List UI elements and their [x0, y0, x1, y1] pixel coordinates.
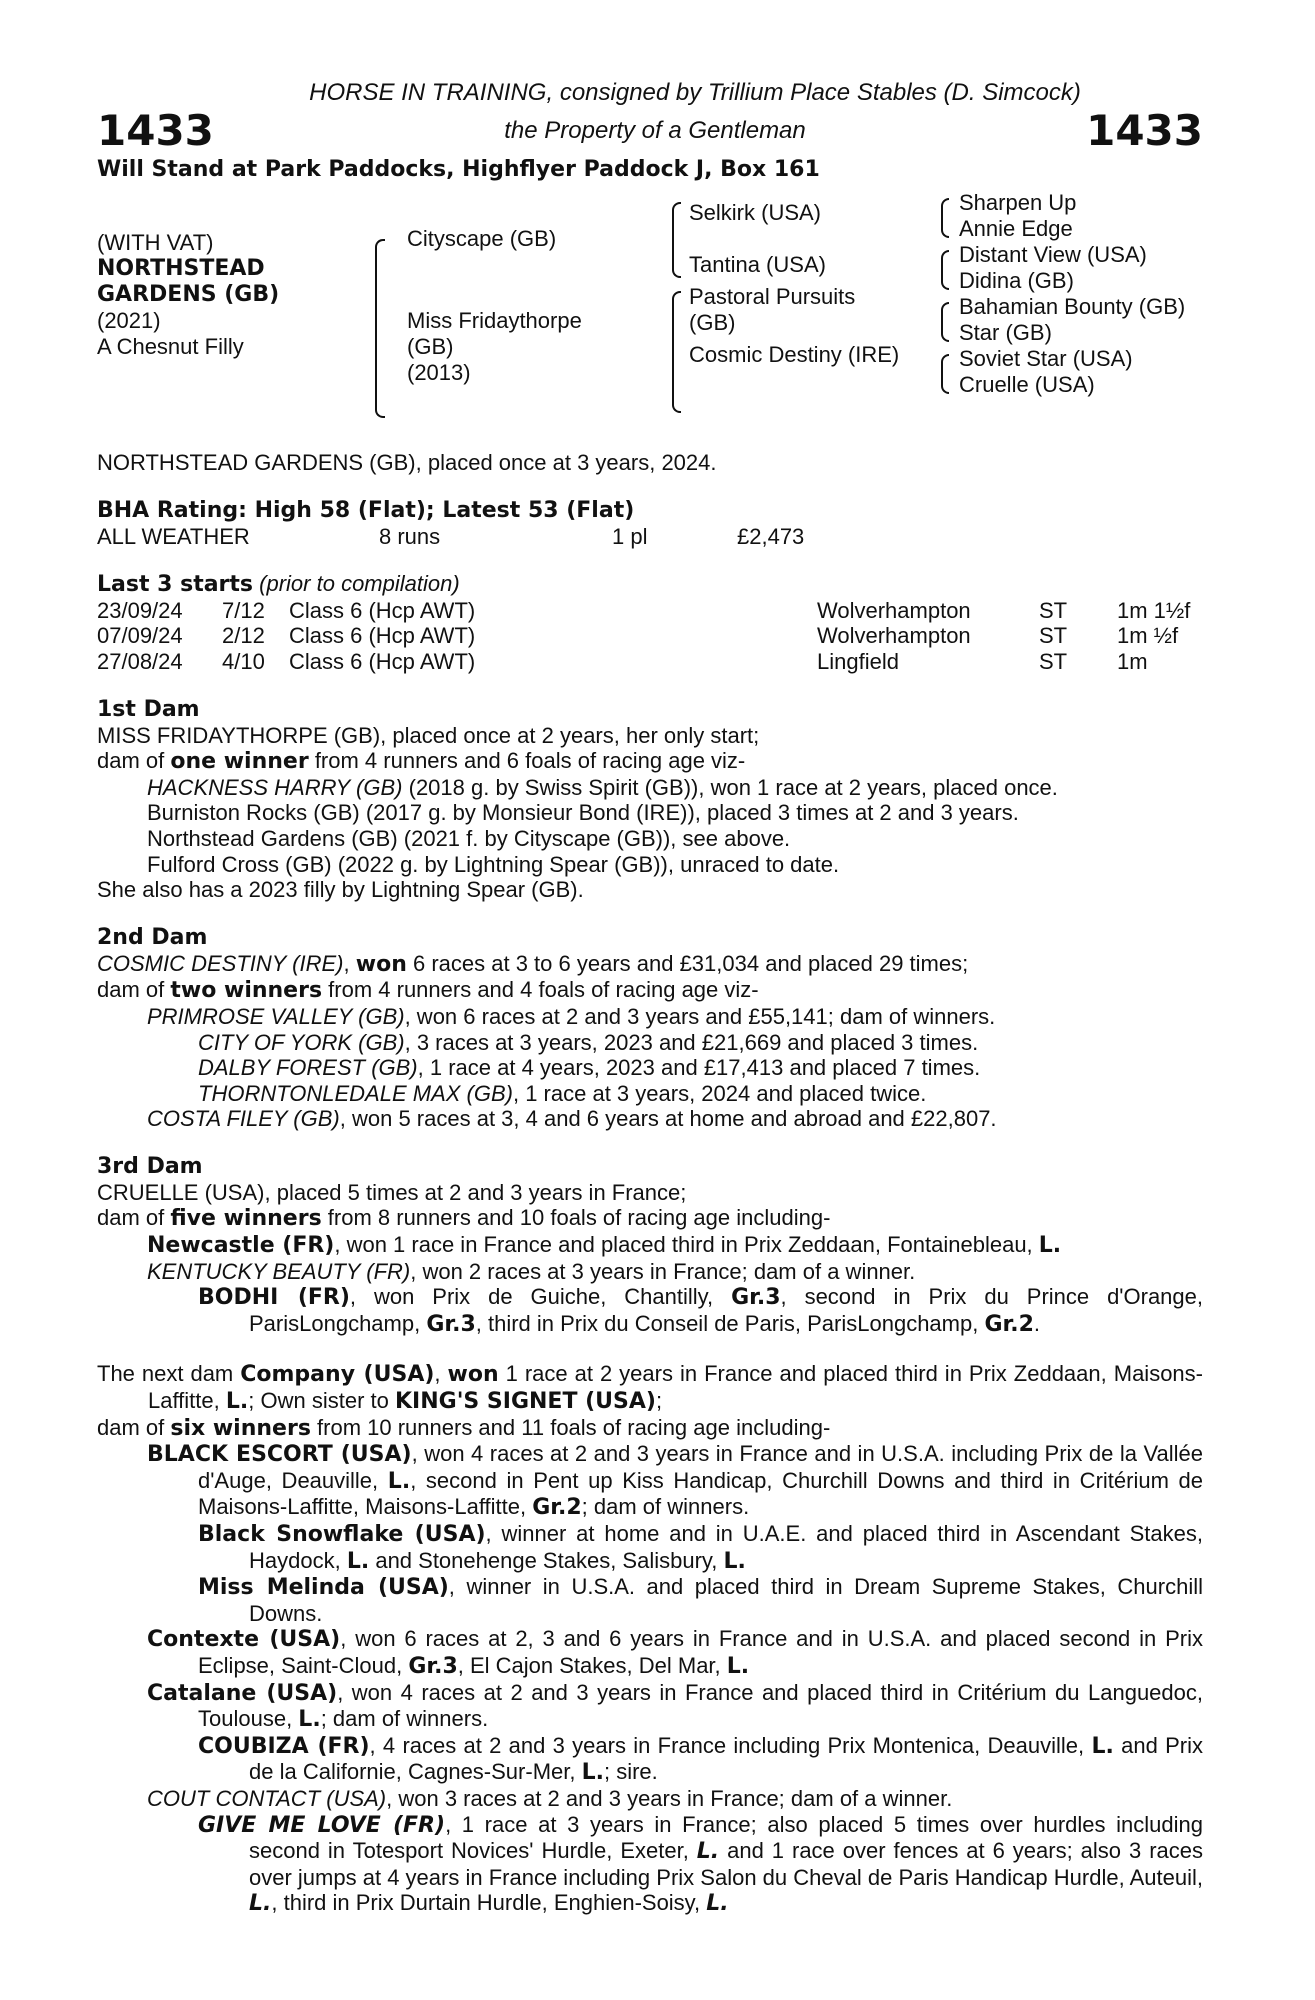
dam-line2: (GB)	[407, 334, 454, 359]
second-dam-heading: 2nd Dam	[97, 924, 208, 950]
sire-dam: Tantina (USA)	[689, 252, 826, 277]
horse-description: A Chesnut Filly	[97, 334, 244, 359]
dam-dam: Cosmic Destiny (IRE)	[689, 342, 900, 367]
gg-1: Sharpen Up	[959, 190, 1077, 215]
third-dam-produce: dam of five winners from 8 runners and 10 foals of racing age including-	[97, 1205, 831, 1232]
dam-line1: Miss Fridaythorpe	[407, 308, 582, 333]
gg-2: Annie Edge	[959, 216, 1073, 241]
foaling-year: (2021)	[97, 308, 161, 333]
brace-sire	[672, 202, 681, 278]
offspring-line: Contexte (USA), won 6 races at 2, 3 and 6 years in France and in U.S.A. and placed second in Prix Eclipse, Saint-Cloud, Gr.3, El Cajon Stakes, Del Mar, L.	[147, 1626, 1203, 1679]
gg-5: Bahamian Bounty (GB)	[959, 294, 1186, 319]
dam-sire-line1: Pastoral Pursuits	[689, 284, 856, 309]
brace-generation-1	[375, 239, 385, 418]
grand-offspring-line: THORNTONLEDALE MAX (GB), 1 race at 3 years, 2024 and placed twice.	[198, 1080, 927, 1106]
offspring-line: Catalane (USA), won 4 races at 2 and 3 years in France and placed third in Critérium du Languedoc, Toulouse, L.; dam of winners.	[147, 1679, 1203, 1733]
catalogue-page	[97, 78, 1203, 1917]
grand-offspring-line: COUBIZA (FR), 4 races at 2 and 3 years in France including Prix Montenica, Deauville, L. and Prix de la Californie, Cagnes-Sur-Mer, L.; sire.	[198, 1732, 1203, 1786]
bha-rating: BHA Rating: High 58 (Flat); Latest 53 (Flat)	[97, 497, 635, 523]
horse-name-line2: GARDENS (GB)	[97, 282, 280, 307]
first-dam-heading: 1st Dam	[97, 696, 200, 722]
grand-offspring-line: Black Snowflake (USA), winner at home and in U.A.E. and placed third in Ascendant Stakes, Haydock, L. and Stonehenge Stakes, Salisbury, L.	[198, 1521, 1203, 1574]
gg-6: Star (GB)	[959, 320, 1052, 345]
second-dam-produce: dam of two winners from 4 runners and 4 foals of racing age viz-	[97, 977, 759, 1004]
offspring-line: COSTA FILEY (GB), won 5 races at 3, 4 and 6 years at home and abroad and £22,807.	[147, 1106, 997, 1132]
first-dam-line: MISS FRIDAYTHORPE (GB), placed once at 2 years, her only start;	[97, 722, 760, 748]
first-dam-produce: dam of one winner from 4 runners and 6 foals of racing age viz-	[97, 748, 746, 775]
dam-sire-line2: (GB)	[689, 310, 736, 335]
offspring-line: Newcastle (FR), won 1 race in France and placed third in Prix Zeddaan, Fontainebleau, L.	[147, 1232, 1062, 1259]
grand-offspring-line: BODHI (FR), won Prix de Guiche, Chantilly, Gr.3, second in Prix du Prince d'Orange, ParisLongchamp, Gr.3, third in Prix du Conseil de Paris, ParisLongchamp, Gr.2.	[198, 1284, 1204, 1337]
placings: 1 pl	[612, 523, 648, 549]
race-summary: NORTHSTEAD GARDENS (GB), placed once at 3 years, 2024.	[97, 450, 717, 475]
sire: Cityscape (GB)	[407, 226, 557, 251]
third-dam-heading: 3rd Dam	[97, 1153, 203, 1179]
brace-g1	[941, 198, 949, 238]
dam-year: (2013)	[407, 360, 471, 385]
brace-g2	[941, 250, 949, 290]
lot-number-left: 1433	[97, 106, 214, 155]
grand-offspring-line: GIVE ME LOVE (FR), 1 race at 3 years in France; also placed 5 times over hurdles including second in Totesport Novices' Hurdle, Exeter, L. and 1 race over fences at 6 years; also 3 races over jumps at 4 years in France including Prix Salon du Cheval de Paris Handicap Hurdle, Auteuil, L., third in Prix Durtain Hurdle, Enghien-Soisy, L.	[198, 1811, 1203, 1917]
property-line: the Property of a Gentleman	[504, 117, 806, 144]
grand-offspring-line: CITY OF YORK (GB), 3 races at 3 years, 2023 and £21,669 and placed 3 times.	[198, 1029, 979, 1055]
offspring-line: Burniston Rocks (GB) (2017 g. by Monsieur Bond (IRE)), placed 3 times at 2 and 3 years.	[147, 800, 1019, 826]
offspring-line: KENTUCKY BEAUTY (FR), won 2 races at 3 years in France; dam of a winner.	[147, 1258, 916, 1284]
first-dam-note: She also has a 2023 filly by Lightning Spear (GB).	[97, 877, 584, 903]
gg-8: Cruelle (USA)	[959, 372, 1095, 397]
pedigree-table	[97, 184, 1203, 446]
consignment-line: HORSE IN TRAINING, consigned by Trillium Place Stables (D. Simcock)	[309, 79, 1081, 106]
surface: ALL WEATHER	[97, 523, 250, 549]
runs: 8 runs	[379, 523, 441, 549]
offspring-line: HACKNESS HARRY (GB) (2018 g. by Swiss Spirit (GB)), won 1 race at 2 years, placed once.	[147, 774, 1058, 800]
offspring-line: BLACK ESCORT (USA), won 4 races at 2 and 3 years in France and in U.S.A. including Prix de la Vallée d'Auge, Deauville, L., second in Pent up Kiss Handicap, Churchill Downs and third in Critérium de Maisons-Laffitte, Maisons-Laffitte, Gr.2; dam of winners.	[147, 1441, 1204, 1521]
sire-sire: Selkirk (USA)	[689, 200, 822, 225]
brace-g3	[941, 302, 949, 342]
gg-4: Didina (GB)	[959, 268, 1074, 293]
vat-label: (WITH VAT)	[97, 230, 214, 255]
grand-offspring-line: Miss Melinda (USA), winner in U.S.A. and placed third in Dream Supreme Stakes, Churchill Downs.	[198, 1574, 1204, 1626]
horse-name-line1: NORTHSTEAD	[97, 256, 265, 281]
third-dam-line: CRUELLE (USA), placed 5 times at 2 and 3 years in France;	[97, 1179, 687, 1205]
last-starts-table	[97, 598, 1203, 675]
offspring-line: Northstead Gardens (GB) (2021 f. by Cityscape (GB)), see above.	[147, 825, 791, 851]
start-row: 27/08/24 4/10 Class 6 (Hcp AWT) Lingfield ST 1m	[97, 648, 1148, 674]
next-dam-produce: dam of six winners from 10 runners and 11 foals of racing age including-	[97, 1414, 831, 1441]
second-dam-line: COSMIC DESTINY (IRE), won 6 races at 3 to 6 years and £31,034 and placed 29 times;	[97, 950, 969, 977]
earnings: £2,473	[737, 523, 805, 549]
brace-g4	[941, 354, 949, 394]
offspring-line: PRIMROSE VALLEY (GB), won 6 races at 2 and 3 years and £55,141; dam of winners.	[147, 1003, 996, 1029]
last-starts-heading: Last 3 starts (prior to compilation)	[97, 571, 460, 598]
gg-3: Distant View (USA)	[959, 242, 1147, 267]
offspring-line: COUT CONTACT (USA), won 3 races at 2 and 3 years in France; dam of a winner.	[147, 1785, 953, 1811]
start-row: 23/09/24 7/12 Class 6 (Hcp AWT) Wolverhampton ST 1m 1½f	[97, 597, 1191, 623]
gg-7: Soviet Star (USA)	[959, 346, 1133, 371]
lot-number-right: 1433	[1086, 106, 1203, 155]
lot-header	[97, 108, 1203, 154]
stand-location: Will Stand at Park Paddocks, Highflyer Paddock J, Box 161	[97, 157, 820, 182]
start-row: 07/09/24 2/12 Class 6 (Hcp AWT) Wolverhampton ST 1m ½f	[97, 623, 1179, 649]
brace-dam	[672, 291, 681, 413]
next-dam-line: The next dam Company (USA), won 1 race at 2 years in France and placed third in Prix Zeddaan, Maisons-Laffitte, L.; Own sister to KING'S SIGNET (USA);	[97, 1361, 1203, 1415]
offspring-line: Fulford Cross (GB) (2022 g. by Lightning Spear (GB)), unraced to date.	[147, 851, 840, 877]
grand-offspring-line: DALBY FOREST (GB), 1 race at 4 years, 2023 and £17,413 and placed 7 times.	[198, 1055, 981, 1081]
rating-row	[97, 524, 1203, 550]
